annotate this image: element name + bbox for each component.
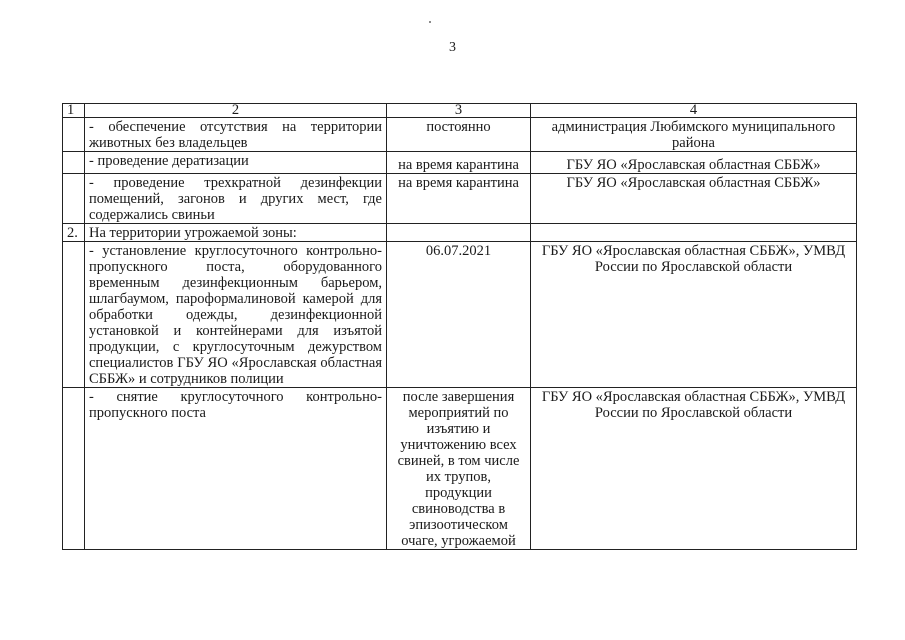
section-heading: На территории угрожаемой зоны: bbox=[85, 224, 387, 242]
measure-text: - проведение дератизации bbox=[89, 153, 249, 169]
header-col-4: 4 bbox=[531, 104, 857, 118]
row-number bbox=[63, 118, 85, 152]
term-cell bbox=[387, 224, 531, 242]
table-row bbox=[63, 152, 857, 174]
row-number bbox=[63, 388, 85, 550]
row-number bbox=[63, 242, 85, 388]
measure-cell bbox=[85, 174, 387, 224]
measure-text: - установление круглосуточного контрольно-пропускного поста, оборудованного временным дезинфекционным барьером, шлагбаумом, пароформалиновой камерой для обработки одежды, дезинфекционной установкой и контейнерами для изъятой продукции, с круглосуточным дежурством специалистов ГБУ ЯО «Ярославская областная СББЖ» и сотрудников полиции bbox=[89, 243, 382, 387]
measure-text: - обеспечение отсутствия на территории животных без владельцев bbox=[89, 119, 382, 151]
table-row bbox=[63, 242, 857, 388]
responsible-cell: ГБУ ЯО «Ярославская областная СББЖ» bbox=[531, 152, 857, 174]
measure-text: - снятие круглосуточного контрольно-пропускного поста bbox=[89, 389, 382, 421]
row-number: 2. bbox=[63, 224, 85, 242]
measures-table bbox=[62, 103, 857, 550]
page-number: 3 bbox=[449, 40, 456, 55]
term-cell: на время карантина bbox=[387, 152, 531, 174]
responsible-cell: администрация Любимского муниципального района bbox=[531, 118, 857, 152]
measure-cell bbox=[85, 118, 387, 152]
measure-cell bbox=[85, 388, 387, 550]
header-col-3: 3 bbox=[387, 104, 531, 118]
measure-cell bbox=[85, 152, 387, 174]
table-row bbox=[63, 224, 857, 242]
responsible-cell bbox=[531, 224, 857, 242]
table-header-row bbox=[63, 104, 857, 118]
row-number bbox=[63, 152, 85, 174]
header-col-1: 1 bbox=[63, 104, 85, 118]
term-cell: после завершения мероприятий по изъятию и уничтожению всех свиней, в том числе их трупов, продукции свиноводства в эпизоотическом очаге, угрожаемой bbox=[387, 388, 531, 550]
table-row bbox=[63, 118, 857, 152]
responsible-cell: ГБУ ЯО «Ярославская областная СББЖ» bbox=[531, 174, 857, 224]
responsible-cell: ГБУ ЯО «Ярославская областная СББЖ», УМВД России по Ярославской области bbox=[531, 242, 857, 388]
measure-cell bbox=[85, 242, 387, 388]
term-cell: постоянно bbox=[387, 118, 531, 152]
term-cell: на время карантина bbox=[387, 174, 531, 224]
scan-speck bbox=[429, 21, 431, 23]
row-number bbox=[63, 174, 85, 224]
measure-text: - проведение трехкратной дезинфекции помещений, загонов и других мест, где содержались свиньи bbox=[89, 175, 382, 223]
header-col-2: 2 bbox=[85, 104, 387, 118]
table-row bbox=[63, 388, 857, 550]
term-cell: 06.07.2021 bbox=[387, 242, 531, 388]
table-row bbox=[63, 174, 857, 224]
responsible-cell: ГБУ ЯО «Ярославская областная СББЖ», УМВД России по Ярославской области bbox=[531, 388, 857, 550]
